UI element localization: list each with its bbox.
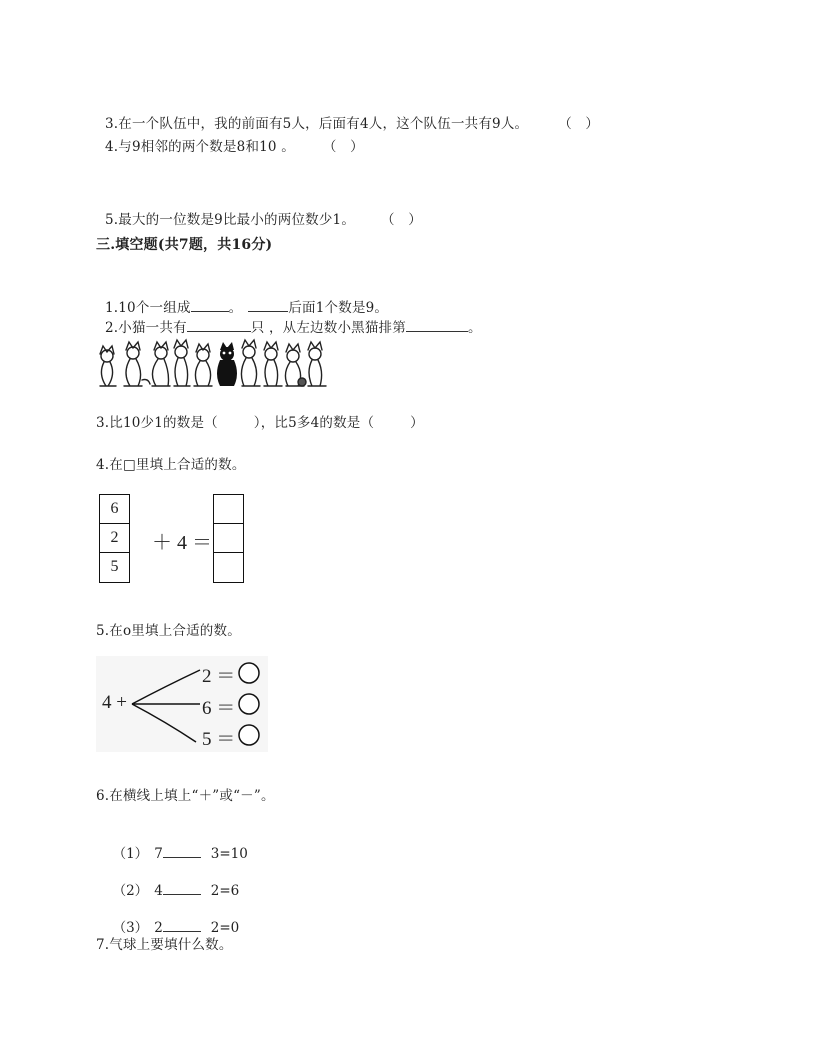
judge-q3-text: 3.在一个队伍中，我的前面有5人，后面有4人，这个队伍一共有9人。	[104, 116, 529, 132]
item-a: 2	[154, 920, 163, 936]
fill-q2-blank-2[interactable]	[406, 319, 468, 332]
answer-circle[interactable]	[239, 694, 259, 714]
number-column	[99, 494, 130, 583]
fill-q2-part2: 只 ，从左边数小黑猫排第	[250, 320, 406, 336]
fill-q6-item-3	[104, 900, 239, 936]
answer-circle[interactable]	[239, 725, 259, 745]
section-title: 三.填空题(共7题，共16分)	[96, 237, 273, 253]
answer-box[interactable]	[214, 495, 243, 524]
branch-row-2: 6 ＝	[202, 698, 236, 719]
column-cell: 5	[110, 558, 119, 575]
fill-q6: 6.在横线上填上“＋”或“－”。	[96, 788, 275, 804]
plus-four-equals: ＋ 4 ＝	[152, 532, 212, 554]
operator-blank[interactable]	[163, 845, 201, 858]
item-label: （2）	[112, 883, 149, 899]
fill-q5: 5.在o里填上合适的数。	[96, 623, 241, 639]
fill-q3: 3.比10少1的数是（ ），比5多4的数是（ ）	[96, 415, 424, 431]
judge-q5-text: 5.最大的一位数是9比最小的两位数少1。	[104, 212, 356, 228]
operator-blank[interactable]	[163, 882, 201, 895]
answer-box[interactable]	[214, 553, 243, 582]
fill-q1-part1: 1.10个一组成	[104, 300, 191, 316]
fill-q7: 7.气球上要填什么数。	[96, 937, 233, 953]
branch-row-3: 5 ＝	[202, 729, 236, 750]
answer-box[interactable]	[214, 524, 243, 553]
fill-q6-item-2	[104, 863, 239, 899]
item-b: 2=0	[210, 920, 240, 936]
fill-q4: 4.在□里填上合适的数。	[96, 457, 246, 473]
fill-q2-blank-1[interactable]	[187, 319, 251, 332]
answer-column	[213, 494, 244, 583]
item-label: （3）	[112, 920, 149, 936]
judge-q4-text: 4.与9相邻的两个数是8和10 。	[104, 139, 295, 155]
branch-left-term: 4 +	[102, 692, 127, 713]
branch-diagram	[96, 656, 268, 752]
item-label: （1）	[112, 846, 149, 862]
operator-blank[interactable]	[163, 919, 201, 932]
fill-q2-part3: 。	[467, 320, 482, 336]
column-cell: 2	[100, 524, 129, 553]
item-a: 4	[154, 883, 163, 899]
item-a: 7	[154, 846, 163, 862]
fill-q1-part2: 。	[228, 300, 243, 316]
judge-q4	[96, 120, 364, 156]
cats-illustration	[96, 336, 332, 392]
judge-q3-answer-paren[interactable]: （ ）	[558, 116, 600, 132]
judge-q4-answer-paren[interactable]: （ ）	[322, 139, 364, 155]
fill-q2-part1: 2.小猫一共有	[104, 320, 187, 336]
judge-q5-answer-paren[interactable]: （ ）	[381, 212, 422, 228]
column-cell: 6	[100, 495, 129, 524]
fill-q2	[96, 301, 482, 337]
fill-q1-part3: 后面1个数是9。	[288, 300, 389, 316]
fill-q6-item-1	[104, 826, 248, 862]
judge-q5	[96, 193, 422, 229]
item-b: 2=6	[210, 883, 240, 899]
item-b: 3=10	[210, 846, 248, 862]
branch-row-1: 2 ＝	[202, 666, 236, 687]
answer-circle[interactable]	[239, 663, 259, 683]
